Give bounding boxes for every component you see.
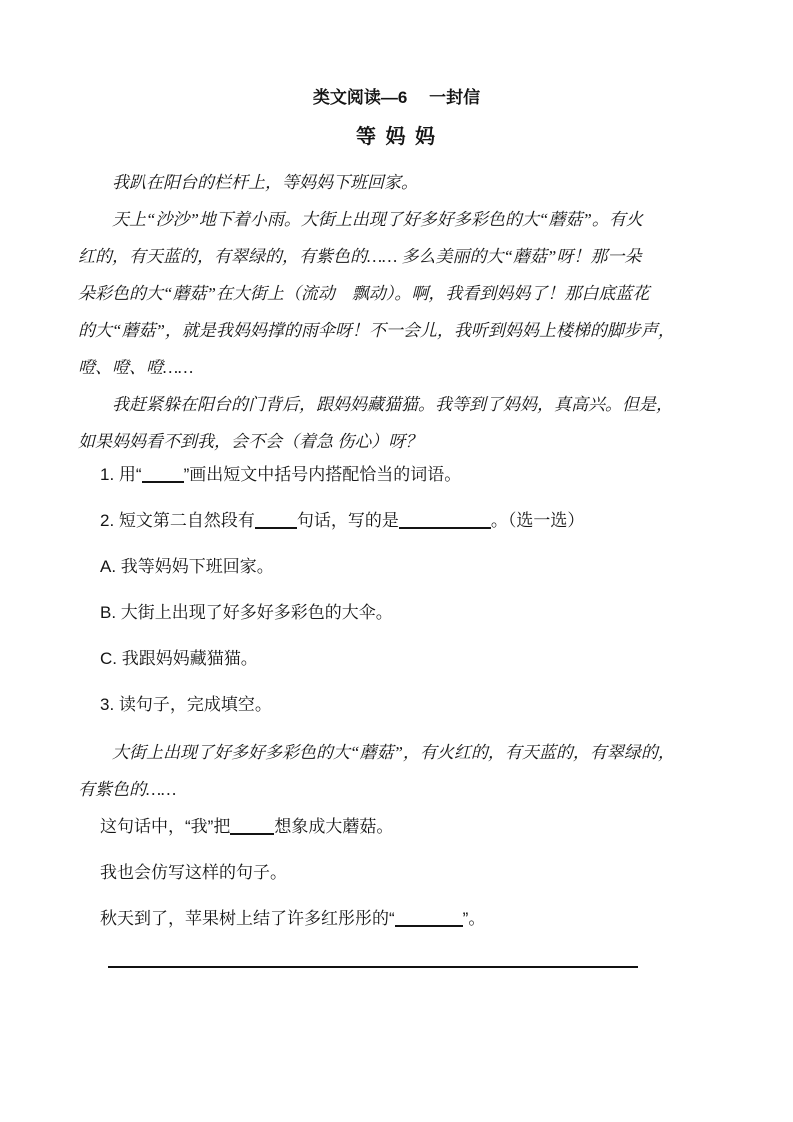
- option-a: A. 我等妈妈下班回家。: [100, 557, 274, 576]
- passage-line: 如果妈妈看不到我，会不会（着急 伤心）呀？: [78, 432, 423, 451]
- passage-line: 红的，有天蓝的，有翠绿的，有紫色的…… 多么美丽的大“蘑菇”呀！那一朵: [78, 247, 642, 266]
- passage-line: 的大“蘑菇”，就是我妈妈撑的雨伞呀！不一会儿，我听到妈妈上楼梯的脚步声，: [78, 321, 675, 340]
- question-3: 3. 读句子，完成填空。: [100, 695, 272, 714]
- option-b: B. 大街上出现了好多好多彩色的大伞。: [100, 603, 393, 622]
- passage-line: 我趴在阳台的栏杆上，等妈妈下班回家。: [112, 173, 418, 192]
- passage-line: 朵彩色的大“蘑菇”在大街上（流动 飘动）。啊，我看到妈妈了！那白底蓝花: [78, 284, 650, 303]
- reading-passage: [78, 164, 715, 460]
- question-3-tail: [78, 804, 715, 942]
- fill-in-text-1: 想象成大蘑菇。: [274, 817, 394, 836]
- passage-line: 噔、噔、噔……: [78, 358, 194, 377]
- answer-line: [108, 966, 638, 968]
- question-2: [78, 498, 715, 544]
- question-1-text-pre: 1. 用“: [100, 465, 142, 484]
- fill-in-text-0: 这句话中，“我”把: [100, 817, 231, 836]
- passage-line: 天上“沙沙”地下着小雨。大街上出现了好多好多彩色的大“蘑菇”。有火: [112, 210, 643, 229]
- answer-blank: [230, 829, 274, 835]
- answer-blank: [255, 523, 297, 529]
- question-1-text-post: ”画出短文中括号内搭配恰当的词语。: [183, 465, 462, 484]
- option-c: C. 我跟妈妈藏猫猫。: [100, 649, 258, 668]
- page-title: 类文阅读—6 一封信: [312, 88, 481, 107]
- mimic-prompt: 我也会仿写这样的句子。: [100, 863, 287, 882]
- question-section: [78, 452, 715, 728]
- question-2-text-2: 。（选一选）: [490, 511, 585, 530]
- example-sentence: [78, 896, 715, 942]
- answer-blank: [399, 523, 491, 529]
- example-text-1: ”。: [462, 909, 486, 928]
- question-1: [78, 452, 715, 498]
- question-3-quote: [78, 734, 715, 808]
- question-2-text-1: 句话，写的是: [296, 511, 399, 530]
- fill-in-sentence: [78, 804, 715, 850]
- example-text-0: 秋天到了，苹果树上结了许多红彤彤的“: [100, 909, 395, 928]
- quote-line: 有紫色的……: [78, 780, 177, 799]
- answer-blank: [395, 921, 463, 927]
- passage-line: 我赶紧躲在阳台的门背后，跟妈妈藏猫猫。我等到了妈妈，真高兴。但是，: [112, 395, 673, 414]
- question-2-text-0: 2. 短文第二自然段有: [100, 511, 255, 530]
- quote-line: 大街上出现了好多好多彩色的大“蘑菇”，有火红的，有天蓝的，有翠绿的，: [112, 743, 675, 762]
- passage-title: 等 妈 妈: [355, 126, 438, 148]
- answer-blank: [142, 477, 184, 483]
